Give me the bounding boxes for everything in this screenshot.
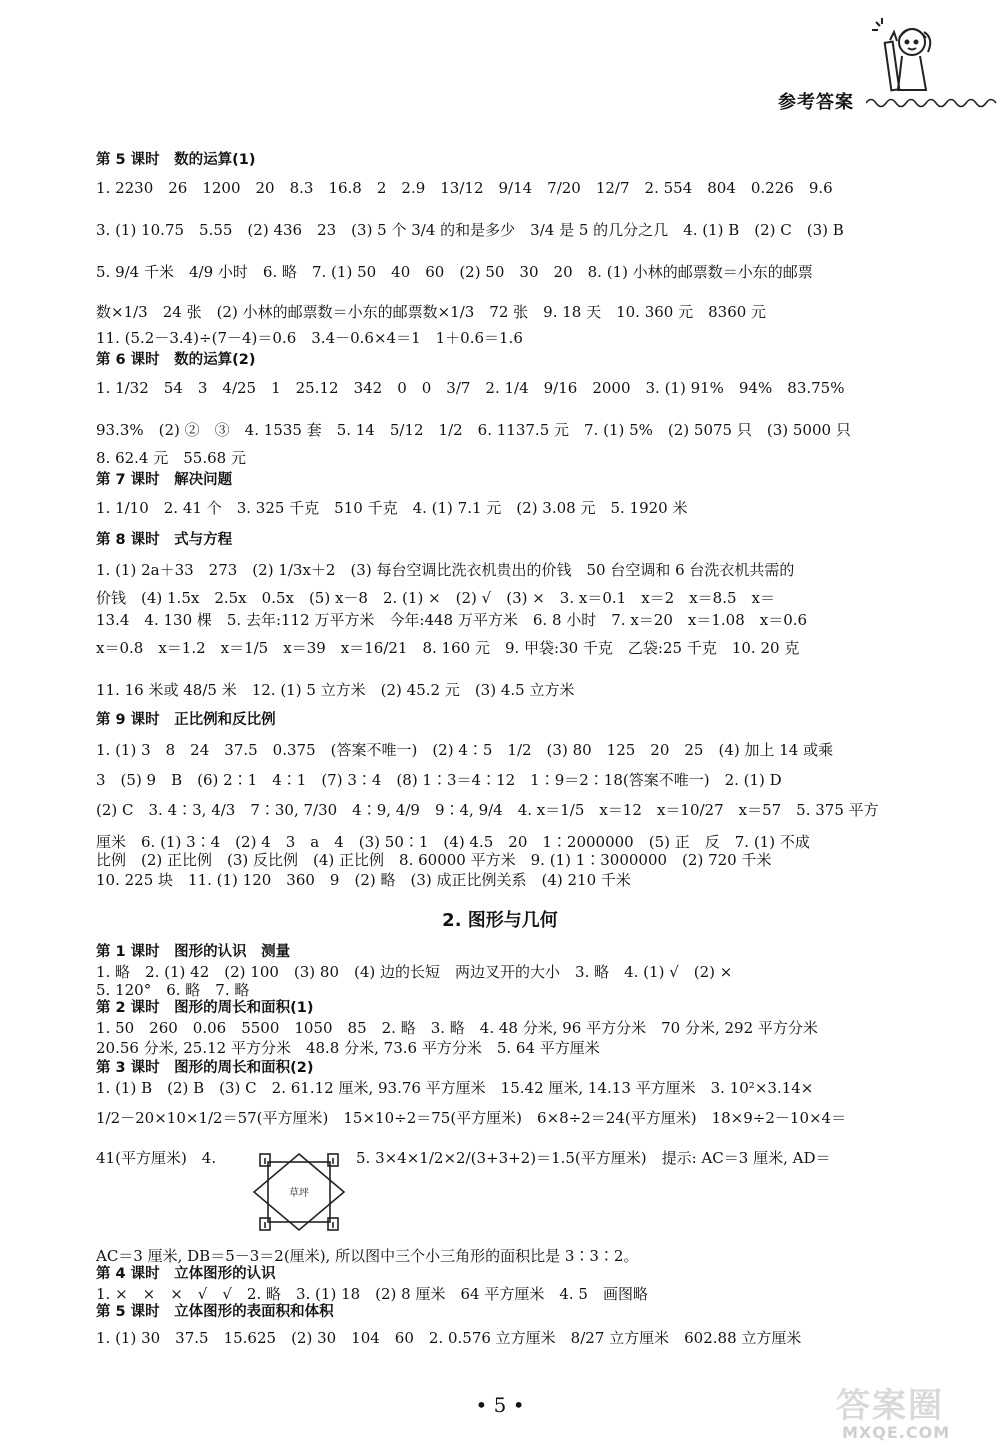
answer-line: 1. (1) 2a＋33 273 (2) 1/3x＋2 (3) 每台空调比洗衣机贵出的价钱 50 台空调和 6 台洗衣机共需的 [96,561,795,579]
answer-line: 93.3% (2) ② ③ 4. 1535 套 5. 14 5/12 1/2 6. 1137.5 元 7. (1) 5% (2) 5075 只 (3) 5000 只 [96,421,851,439]
lawn-diagram [246,1148,352,1240]
watermark-logo: 答案圈 [836,1386,944,1426]
lesson-heading: 第 1 课时 图形的认识 测量 [96,944,291,960]
answer-line: 数×1/3 24 张 (2) 小林的邮票数＝小东的邮票数×1/3 72 张 9. 18 天 10. 360 元 8360 元 [96,303,767,321]
answer-line: 1. × × × √ √ 2. 略 3. (1) 18 (2) 8 厘米 64 平方厘米 4. 5 画图略 [96,1285,648,1303]
header-title: 参考答案 [778,92,854,113]
answer-line: 10. 225 块 11. (1) 120 360 9 (2) 略 (3) 成正比例关系 (4) 210 千米 [96,871,631,889]
answer-line: 价钱 (4) 1.5x 2.5x 0.5x (5) x－8 2. (1) × (2) √ (3) × 3. x＝0.1 x＝2 x＝8.5 x＝ [96,589,775,607]
answer-line: 厘米 6. (1) 3∶4 (2) 4 3 a 4 (3) 50∶1 (4) 4.5 20 1∶2000000 (5) 正 反 7. (1) 不成 [96,833,810,851]
answer-line: 13.4 4. 130 棵 5. 去年:112 万平方米 今年:448 万平方米 6. 8 小时 7. x＝20 x＝1.08 x＝0.6 [96,611,808,629]
answer-line: AC＝3 厘米, DB＝5－3＝2(厘米), 所以图中三个小三角形的面积比是 3∶3∶2。 [96,1247,639,1265]
answer-line: 1. (1) 30 37.5 15.625 (2) 30 104 60 2. 0.576 立方厘米 8/27 立方厘米 602.88 立方厘米 [96,1329,802,1347]
answer-line: 5. 120° 6. 略 7. 略 [96,981,250,999]
answer-line: 5. 9/4 千米 4/9 小时 6. 略 7. (1) 50 40 60 (2) 50 30 20 8. (1) 小林的邮票数＝小东的邮票 [96,263,813,281]
lawn-label: 草坪 [289,1188,309,1199]
answer-line: 1. 略 2. (1) 42 (2) 100 (3) 80 (4) 边的长短 两边叉开的大小 3. 略 4. (1) √ (2) × [96,963,733,981]
answer-line: 8. 62.4 元 55.68 元 [96,449,246,467]
answer-line: 5. 3×4×1/2×2/(3+3+2)＝1.5(平方厘米) 提示: AC＝3 厘米, AD＝ [356,1149,831,1167]
lesson-heading: 第 8 课时 式与方程 [96,532,233,548]
lesson-heading: 第 5 课时 数的运算(1) [96,152,256,168]
answer-line: 11. (5.2－3.4)÷(7－4)＝0.6 3.4－0.6×4＝1 1＋0.6＝1.6 [96,329,523,347]
header-wave-decoration [866,96,1000,110]
lesson-heading: 第 6 课时 数的运算(2) [96,352,256,368]
answer-line: 1. 50 260 0.06 5500 1050 85 2. 略 3. 略 4. 48 分米, 96 平方分米 70 分米, 292 平方分米 [96,1019,818,1037]
answer-line: 1. (1) B (2) B (3) C 2. 61.12 厘米, 93.76 平方厘米 15.42 厘米, 14.13 平方厘米 3. 10²×3.14× [96,1079,814,1097]
section-title: 2. 图形与几何 [442,910,558,931]
answer-line: 41(平方厘米) 4. [96,1149,217,1167]
answer-line: 1. 2230 26 1200 20 8.3 16.8 2 2.9 13/12 9/14 7/20 12/7 2. 554 804 0.226 9.6 [96,179,833,197]
lesson-heading: 第 5 课时 立体图形的表面积和体积 [96,1304,334,1320]
answer-line: x＝0.8 x＝1.2 x＝1/5 x＝39 x＝16/21 8. 160 元 9. 甲袋:30 千克 乙袋:25 千克 10. 20 克 [96,639,800,657]
answer-line: 1. (1) 3 8 24 37.5 0.375 (答案不唯一) (2) 4∶5 1/2 (3) 80 125 20 25 (4) 加上 14 或乘 [96,741,834,759]
answer-line: 1/2－20×10×1/2＝57(平方厘米) 15×10÷2＝75(平方厘米) 6×8÷2＝24(平方厘米) 18×9÷2－10×4＝ [96,1109,847,1127]
lesson-heading: 第 4 课时 立体图形的认识 [96,1266,276,1282]
answer-line: 1. 1/10 2. 41 个 3. 325 千克 510 千克 4. (1) 7.1 元 (2) 3.08 元 5. 1920 米 [96,499,688,517]
answer-line: 1. 1/32 54 3 4/25 1 25.12 342 0 0 3/7 2. 1/4 9/16 2000 3. (1) 91% 94% 83.75% [96,379,845,397]
page-number: • 5 • [475,1393,525,1417]
answer-line: 3 (5) 9 B (6) 2∶1 4∶1 (7) 3∶4 (8) 1∶3＝4∶12 1∶9＝2∶18(答案不唯一) 2. (1) D [96,771,782,789]
watermark-url: MXQE.COM [842,1423,951,1442]
lesson-heading: 第 7 课时 解决问题 [96,472,233,488]
answer-line: (2) C 3. 4∶3, 4/3 7∶30, 7/30 4∶9, 4/9 9∶4, 9/4 4. x＝1/5 x＝12 x＝10/27 x＝57 5. 375 平方 [96,801,879,819]
lesson-heading: 第 9 课时 正比例和反比例 [96,712,276,728]
lesson-heading: 第 2 课时 图形的周长和面积(1) [96,1000,314,1016]
answer-line: 比例 (2) 正比例 (3) 反比例 (4) 正比例 8. 60000 平方米 9. (1) 1∶3000000 (2) 720 千米 [96,851,772,869]
lesson-heading: 第 3 课时 图形的周长和面积(2) [96,1060,314,1076]
answer-line: 20.56 分米, 25.12 平方分米 48.8 分米, 73.6 平方分米 5. 64 平方厘米 [96,1039,600,1057]
answer-line: 11. 16 米或 48/5 米 12. (1) 5 立方米 (2) 45.2 元 (3) 4.5 立方米 [96,681,575,699]
answer-line: 3. (1) 10.75 5.55 (2) 436 23 (3) 5 个 3/4 的和是多少 3/4 是 5 的几分之几 4. (1) B (2) C (3) B [96,221,844,239]
watermark [836,1378,950,1442]
